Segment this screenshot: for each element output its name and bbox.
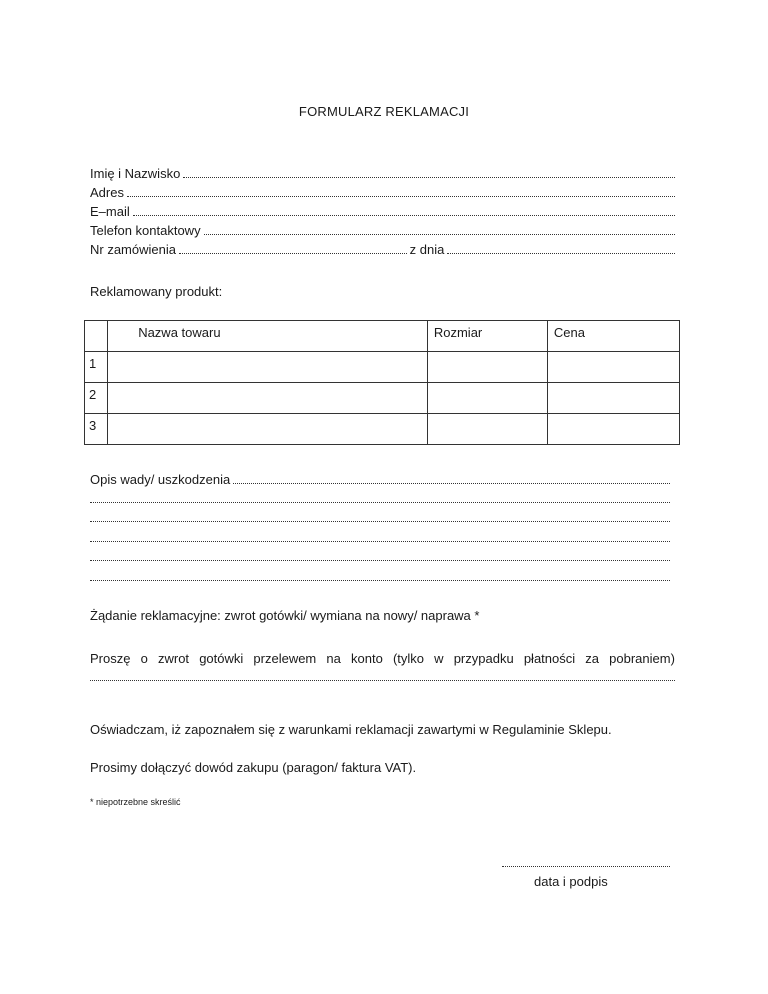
- email-field[interactable]: [90, 202, 675, 221]
- name-field[interactable]: [90, 164, 675, 183]
- row-number: 3: [85, 414, 108, 445]
- defect-line[interactable]: [90, 490, 670, 510]
- defect-dotted-line[interactable]: [90, 568, 670, 581]
- header-product-name-text: Nazwa towaru: [138, 325, 221, 340]
- refund-word: przelewem: [253, 651, 317, 666]
- form-title: FORMULARZ REKLAMACJI: [298, 104, 470, 119]
- refund-word: pobraniem): [609, 651, 675, 666]
- defect-line[interactable]: [90, 529, 670, 549]
- signature-dotted-line[interactable]: [502, 854, 670, 867]
- defect-dotted-line[interactable]: [90, 509, 670, 522]
- price-cell[interactable]: [547, 414, 679, 445]
- address-field[interactable]: [90, 183, 675, 202]
- claim-request: Żądanie reklamacyjne: zwrot gotówki/ wymiana na nowy/ naprawa *: [90, 608, 480, 623]
- order-field[interactable]: [90, 240, 675, 259]
- signature-label: data i podpis: [534, 874, 608, 889]
- header-size: Rozmiar: [427, 321, 547, 352]
- proof-request-text: Prosimy dołączyć dowód zakupu (paragon/ faktura VAT).: [90, 760, 417, 775]
- phone-dotted-line[interactable]: [204, 222, 675, 235]
- name-dotted-line[interactable]: [183, 165, 675, 178]
- price-cell[interactable]: [547, 383, 679, 414]
- refund-word: na: [326, 651, 341, 666]
- customer-fields: [90, 164, 675, 259]
- size-cell[interactable]: [427, 414, 547, 445]
- date-label: z dnia: [409, 242, 445, 257]
- account-dotted-line[interactable]: [90, 668, 675, 681]
- refund-word: zwrot: [157, 651, 190, 666]
- price-cell[interactable]: [547, 352, 679, 383]
- size-cell[interactable]: [427, 352, 547, 383]
- product-section-label: Reklamowany produkt:: [90, 284, 223, 299]
- address-dotted-line[interactable]: [127, 184, 675, 197]
- defect-dotted-line[interactable]: [90, 490, 670, 503]
- defect-first-line[interactable]: [90, 470, 670, 490]
- email-dotted-line[interactable]: [133, 203, 675, 216]
- refund-request: [90, 651, 675, 666]
- name-label: Imię i Nazwisko: [90, 166, 181, 181]
- product-name-cell[interactable]: [108, 383, 428, 414]
- refund-word: gotówki: [199, 651, 244, 666]
- defect-description: [90, 470, 670, 587]
- address-label: Adres: [90, 185, 124, 200]
- table-row: [85, 383, 680, 414]
- row-number: 2: [85, 383, 108, 414]
- refund-word: (tylko: [392, 651, 425, 666]
- footnote: * niepotrzebne skreślić: [90, 797, 181, 807]
- product-name-cell[interactable]: [108, 414, 428, 445]
- table-header-row: [85, 321, 680, 352]
- refund-word: Proszę: [90, 651, 131, 666]
- product-name-cell[interactable]: [108, 352, 428, 383]
- defect-line[interactable]: [90, 509, 670, 529]
- defect-label: Opis wady/ uszkodzenia: [90, 472, 231, 487]
- date-dotted-line[interactable]: [447, 241, 675, 254]
- refund-word: przypadku: [453, 651, 514, 666]
- defect-dotted-line[interactable]: [90, 548, 670, 561]
- refund-word: konto: [351, 651, 383, 666]
- header-number: [85, 321, 108, 352]
- phone-field[interactable]: [90, 221, 675, 240]
- header-product-name: [108, 321, 428, 352]
- order-label: Nr zamówienia: [90, 242, 176, 257]
- email-label: E–mail: [90, 204, 130, 219]
- table-row: [85, 352, 680, 383]
- product-table: [84, 320, 680, 445]
- defect-dotted-line[interactable]: [90, 529, 670, 542]
- table-row: [85, 414, 680, 445]
- defect-dotted-line[interactable]: [233, 471, 670, 484]
- refund-word: za: [585, 651, 600, 666]
- refund-word: o: [140, 651, 148, 666]
- header-price: Cena: [547, 321, 679, 352]
- defect-line[interactable]: [90, 548, 670, 568]
- row-number: 1: [85, 352, 108, 383]
- defect-line[interactable]: [90, 568, 670, 588]
- order-dotted-line[interactable]: [179, 241, 407, 254]
- refund-word: płatności: [523, 651, 576, 666]
- statement-text: Oświadczam, iż zapoznałem się z warunkami reklamacji zawartymi w Regulaminie Sklepu.: [90, 722, 612, 737]
- refund-word: w: [434, 651, 444, 666]
- size-cell[interactable]: [427, 383, 547, 414]
- phone-label: Telefon kontaktowy: [90, 223, 201, 238]
